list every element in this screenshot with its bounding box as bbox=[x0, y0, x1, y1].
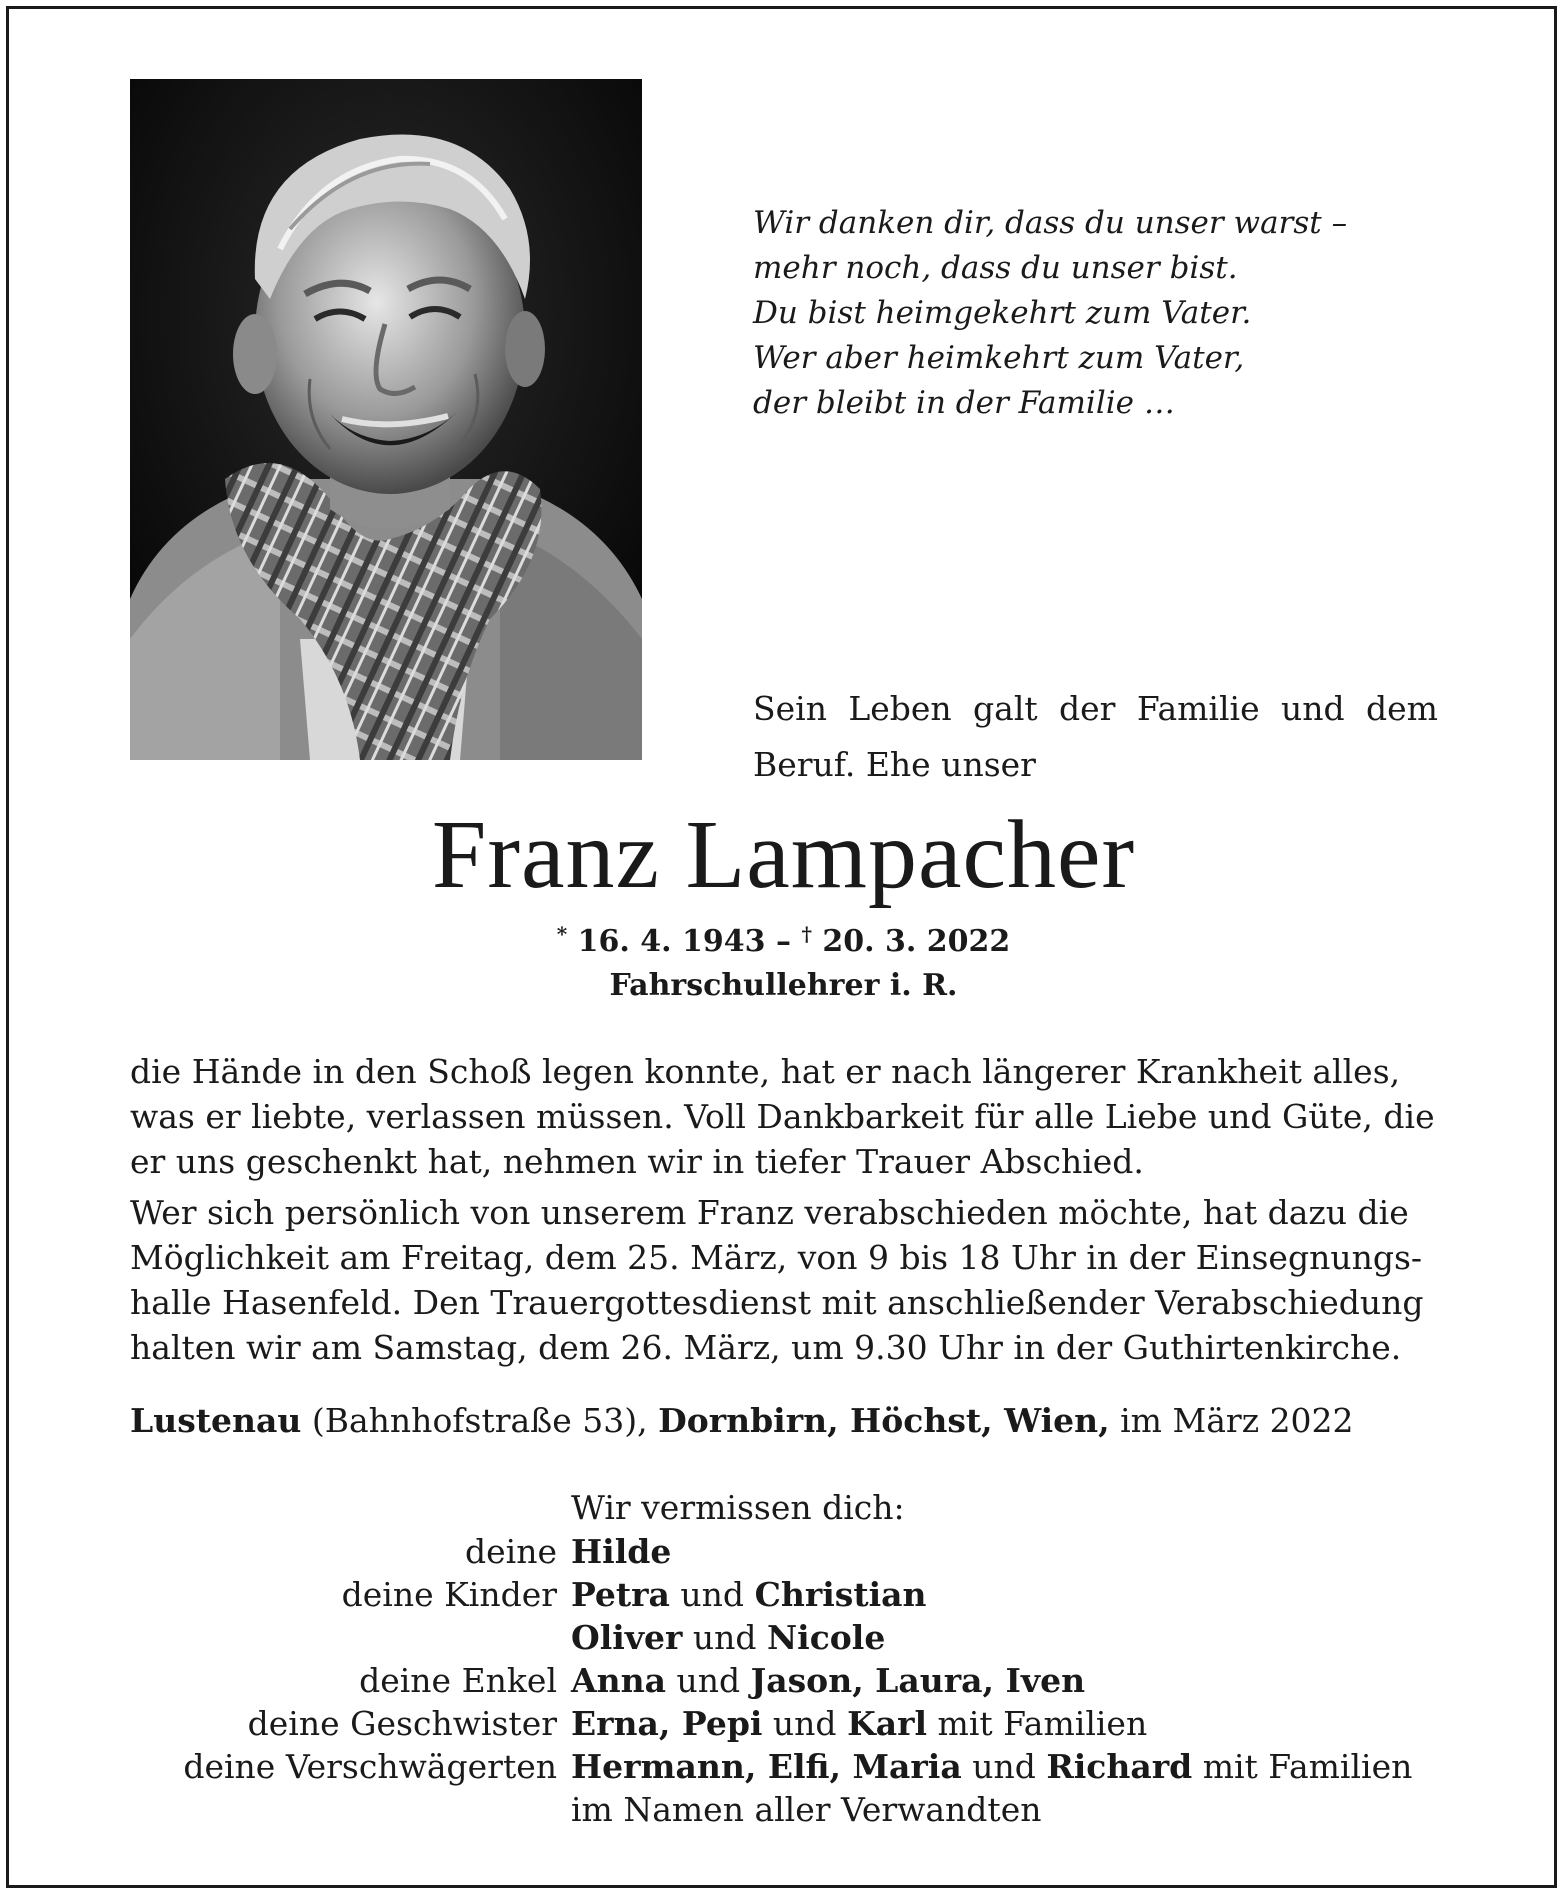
mourner-relation: deine Kinder bbox=[341, 1575, 557, 1614]
intro-word: und bbox=[1281, 689, 1345, 728]
death-symbol: † bbox=[801, 922, 812, 946]
mourner-name: Anna bbox=[571, 1661, 666, 1700]
memorial-verse bbox=[753, 201, 1453, 426]
mourner-names bbox=[571, 1573, 926, 1616]
intro-word: Sein bbox=[753, 689, 827, 728]
mourner-row bbox=[0, 1573, 1567, 1616]
mourner-names bbox=[571, 1788, 1041, 1831]
verse-line: Wer aber heimkehrt zum Vater, bbox=[753, 340, 1245, 376]
mourner-name: Richard bbox=[1046, 1747, 1193, 1786]
life-dates bbox=[0, 921, 1567, 963]
text-line: was er liebte, verlassen müssen. Voll Dankbarkeit für alle Liebe und Güte, die bbox=[130, 1097, 1435, 1136]
text-line: er uns geschenkt hat, nehmen wir in tiefer Trauer Abschied. bbox=[130, 1142, 1144, 1181]
portrait-photo bbox=[130, 79, 642, 760]
mourner-name: Hilde bbox=[571, 1532, 672, 1571]
mourner-row bbox=[0, 1702, 1567, 1745]
intro-word: galt bbox=[973, 689, 1038, 728]
birth-symbol: * bbox=[556, 922, 568, 946]
mourners-list bbox=[0, 1530, 1567, 1831]
mourner-row bbox=[0, 1745, 1567, 1788]
intro-word: der bbox=[1059, 689, 1116, 728]
text-line: die Hände in den Schoß legen konnte, hat er nach längerer Krankheit alles, bbox=[130, 1052, 1401, 1091]
mourner-names bbox=[571, 1659, 1085, 1702]
mourner-name: Karl bbox=[847, 1704, 928, 1743]
intro-word: dem bbox=[1366, 689, 1438, 728]
mourner-connector: mit Familien bbox=[1192, 1747, 1413, 1786]
mourner-name: Hermann, Elfi, Maria bbox=[571, 1747, 962, 1786]
mourner-connector: mit Familien bbox=[927, 1704, 1148, 1743]
mourner-connector: und bbox=[762, 1704, 848, 1743]
mourner-connector: und bbox=[665, 1661, 751, 1700]
text-line: Möglichkeit am Freitag, dem 25. März, von 9 bis 18 Uhr in der Einsegnungs- bbox=[130, 1238, 1423, 1277]
intro-text bbox=[753, 681, 1438, 793]
mourner-names bbox=[571, 1745, 1412, 1788]
mourner-name: Erna, Pepi bbox=[571, 1704, 763, 1743]
intro-word: Leben bbox=[848, 689, 952, 728]
deceased-name: Franz Lampacher bbox=[431, 801, 1136, 909]
mourner-relation: deine Geschwister bbox=[247, 1704, 557, 1743]
body-paragraph-2 bbox=[130, 1190, 1438, 1370]
death-date: 20. 3. 2022 bbox=[822, 924, 1011, 959]
mourner-relation: deine Enkel bbox=[359, 1661, 557, 1700]
mourner-name: Christian bbox=[754, 1575, 927, 1614]
intro-line-2: Beruf. Ehe unser bbox=[753, 745, 1036, 784]
mourner-names bbox=[571, 1616, 885, 1659]
town: Lustenau bbox=[130, 1401, 302, 1440]
mourner-connector: und bbox=[961, 1747, 1047, 1786]
verse-line: Du bist heimgekehrt zum Vater. bbox=[753, 295, 1252, 331]
profession: Fahrschullehrer i. R. bbox=[609, 968, 958, 1003]
mourner-names bbox=[571, 1702, 1147, 1745]
mourner-connector: und bbox=[669, 1575, 755, 1614]
address: (Bahnhofstraße 53), bbox=[301, 1401, 659, 1440]
mourner-relation: deine Verschwägerten bbox=[183, 1747, 557, 1786]
mourner-name: Petra bbox=[571, 1575, 670, 1614]
text-line: Wer sich persönlich von unserem Franz verabschieden möchte, hat dazu die bbox=[130, 1193, 1409, 1232]
verse-line: mehr noch, dass du unser bist. bbox=[753, 250, 1238, 286]
mourner-relation: deine bbox=[465, 1532, 557, 1571]
birth-date: 16. 4. 1943 – bbox=[577, 924, 791, 959]
mourner-row bbox=[0, 1659, 1567, 1702]
mourner-row bbox=[0, 1530, 1567, 1573]
place-date: im März 2022 bbox=[1109, 1401, 1354, 1440]
intro-line-1 bbox=[753, 681, 1438, 737]
body-paragraph-1 bbox=[130, 1049, 1438, 1184]
intro-word: Familie bbox=[1136, 689, 1260, 728]
mourner-name: Oliver bbox=[571, 1618, 683, 1657]
text-line: halten wir am Samstag, dem 26. März, um 9.30 Uhr in der Guthirtenkirche. bbox=[130, 1328, 1402, 1367]
mourner-row bbox=[0, 1788, 1567, 1831]
other-towns: Dornbirn, Höchst, Wien, bbox=[658, 1401, 1110, 1440]
mourner-name: Nicole bbox=[767, 1618, 886, 1657]
mourners-intro: Wir vermissen dich: bbox=[571, 1488, 905, 1527]
text-line: halle Hasenfeld. Den Trauergottesdienst mit anschließender Verabschiedung bbox=[130, 1283, 1424, 1322]
mourner-connector: im Namen aller Verwandten bbox=[571, 1790, 1042, 1829]
mourner-name: Jason, Laura, Iven bbox=[750, 1661, 1086, 1700]
mourner-row bbox=[0, 1616, 1567, 1659]
mourner-connector: und bbox=[682, 1618, 767, 1657]
place-date-line bbox=[130, 1398, 1438, 1443]
verse-line: Wir danken dir, dass du unser warst – bbox=[753, 205, 1348, 241]
verse-line: der bleibt in der Familie … bbox=[753, 385, 1175, 421]
mourner-names bbox=[571, 1530, 671, 1573]
